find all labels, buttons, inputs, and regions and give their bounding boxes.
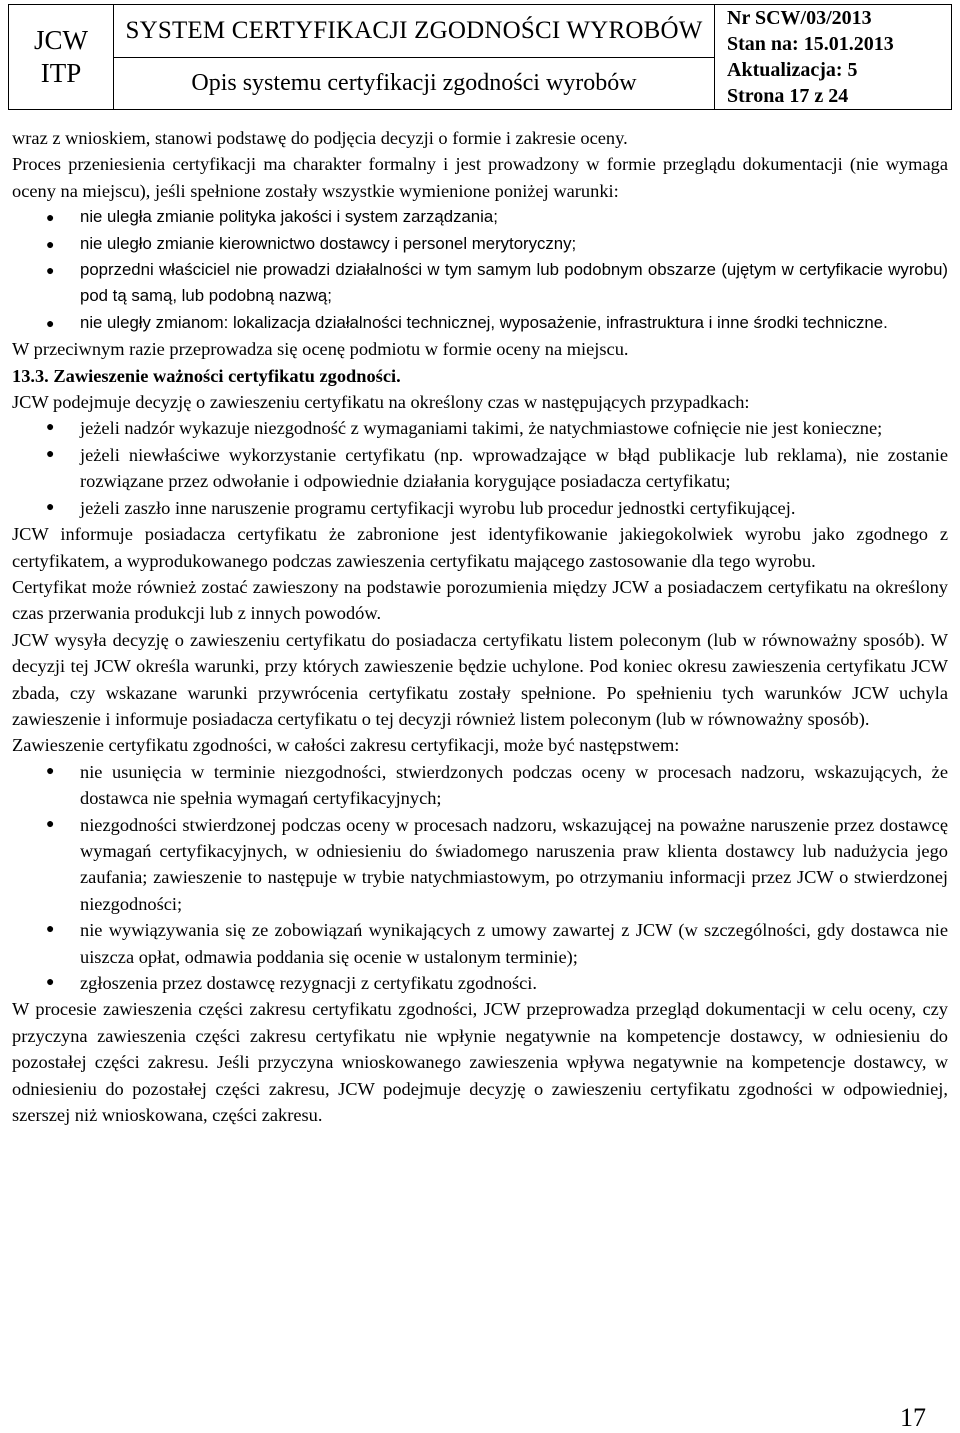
bullet-icon: ● xyxy=(46,499,55,515)
suspension-grounds-list xyxy=(12,759,948,997)
bullet-icon: ● xyxy=(46,209,55,226)
paragraph: W przeciwnym razie przeprowadza się ocenę podmiotu w formie oceny na miejscu. xyxy=(12,339,629,360)
revision: Aktualizacja: 5 xyxy=(727,59,858,81)
bullet-icon: ● xyxy=(46,922,55,938)
bullet-icon: ● xyxy=(46,314,55,331)
list-item: ● jeżeli nadzór wykazuje niezgodność z wymaganiami takimi, że natychmiastowe cofnięcie nie jest konieczne; xyxy=(12,415,948,441)
bullet-icon: ● xyxy=(46,763,55,779)
paragraph: Certyfikat może również zostać zawieszony na podstawie porozumienia między JCW a posiadaczem certyfikatu na określony czas przerwania produkcji lub z innych powodów. xyxy=(12,576,948,624)
document-subtitle: Opis systemu certyfikacji zgodności wyrobów xyxy=(114,58,715,110)
list-item: ● nie usunięcia w terminie niezgodności, stwierdzonych podczas oceny w procesach nadzoru, wskazujących, że dostawca nie spełnia wymagań certyfikacyjnych; xyxy=(12,759,948,812)
list-item: ● zgłoszenia przez dostawcę rezygnacji z certyfikatu zgodności. xyxy=(12,970,948,996)
bullet-icon: ● xyxy=(46,262,55,279)
page-number: 17 xyxy=(900,1403,926,1432)
paragraph: W procesie zawieszenia części zakresu certyfikatu zgodności, JCW przeprowadza przegląd dokumentacji w celu oceny, czy przyczyna zawieszenia części zakresu certyfikatu nie wpłynie negatywnie na kompetencje dostawcy, w odniesieniu do pozostałej części zakresu. Jeśli przyczyna wnioskowanego zawieszenia wpływa negatywnie na kompetencje dostawcy, w odniesieniu do pozostałej części zakresu, JCW podejmuje decyzję o zawieszeniu certyfikatu zgodności w odpowiedniej, szerszej niż wnioskowana, części zakresu. xyxy=(12,999,948,1126)
status-date: Stan na: 15.01.2013 xyxy=(727,33,894,55)
bullet-icon: ● xyxy=(46,235,55,252)
list-item: ● poprzedni właściciel nie prowadzi działalności w tym samym lub podobnym obszarze (ujętym w certyfikacie wyrobu) pod tą samą, lub podobną nazwą; xyxy=(12,257,948,310)
list-item: ● nie uległo zmianie kierownictwo dostawcy i personel merytoryczny; xyxy=(12,231,948,257)
list-item: ● nie wywiązywania się ze zobowiązań wynikających z umowy zawartej z JCW (w szczególności, gdy dostawca nie uiszcza opłat, odmawia poddania się ocenie w ustalonym terminie); xyxy=(12,917,948,970)
list-item: ● niezgodności stwierdzonej podczas oceny w procesach nadzoru, wskazującej na poważne naruszenie przez dostawcę wymagań certyfikacyjnych, w odniesieniu do świadomego naruszenia praw klienta dostawcy lub nadużycia jego zaufania; zawieszenie to następuje w trybie natychmiastowym, po otrzymaniu informacji przez JCW o stwierdzonej niezgodności; xyxy=(12,812,948,918)
page-of: Strona 17 z 24 xyxy=(727,85,849,107)
document-body xyxy=(12,125,948,1128)
paragraph: wraz z wnioskiem, stanowi podstawę do podjęcia decyzji o formie i zakresie oceny. xyxy=(12,128,628,148)
paragraph: Proces przeniesienia certyfikacji ma charakter formalny i jest prowadzony w formie przeglądu dokumentacji (nie wymaga oceny na miejscu), jeśli spełnione zostały wszystkie wymienione poniżej warunki: xyxy=(12,154,948,201)
bullet-icon: ● xyxy=(46,420,55,436)
system-title: SYSTEM CERTYFIKACJI ZGODNOŚCI WYROBÓW xyxy=(114,5,715,58)
list-item: ● nie uległa zmianie polityka jakości i system zarządzania; xyxy=(12,204,948,230)
doc-number: Nr SCW/03/2013 xyxy=(727,7,872,29)
paragraph: Zawieszenie certyfikatu zgodności, w całości zakresu certyfikacji, może być następstwem: xyxy=(12,735,680,756)
document-meta xyxy=(715,5,952,110)
paragraph: JCW podejmuje decyzję o zawieszeniu certyfikatu na określony czas w następujących przypadkach: xyxy=(12,392,750,413)
logo-line-2: ITP xyxy=(40,58,82,88)
transfer-conditions-list xyxy=(12,204,948,336)
paragraph: JCW informuje posiadacza certyfikatu że zabronione jest identyfikowanie jakiegokolwiek wyrobu jako zgodnego z certyfikatem, a wyprodukowanego podczas zawieszenia certyfikatu mającego zastosowanie dla tego wyrobu. xyxy=(12,524,948,571)
list-item: ● jeżeli zaszło inne naruszenie programu certyfikacji wyrobu lub procedur jednostki certyfikującej. xyxy=(12,495,948,521)
suspension-cases-list xyxy=(12,415,948,521)
organization-logo xyxy=(9,5,114,110)
paragraph: JCW wysyła decyzję o zawieszeniu certyfikatu do posiadacza certyfikatu listem poleconym (lub w równoważny sposób). W decyzji tej JCW określa warunki, przy których zawieszenie będzie uchylone. Pod koniec okresu zawieszenia certyfikatu JCW zbada, czy wskazane warunki przywrócenia certyfikatu zostały spełnione. Po spełnieniu tych warunków JCW uchyla zawieszenie i informuje posiadacza certyfikatu o tej decyzji również listem poleconym (lub w równoważny sposób). xyxy=(12,629,948,729)
section-heading: 13.3. Zawieszenie ważności certyfikatu zgodności. xyxy=(12,365,401,386)
bullet-icon: ● xyxy=(46,816,55,832)
logo-line-1: JCW xyxy=(34,25,88,55)
bullet-icon: ● xyxy=(46,446,55,462)
list-item: ● nie uległy zmianom: lokalizacja działalności technicznej, wyposażenie, infrastruktura i inne środki techniczne. xyxy=(12,310,948,336)
bullet-icon: ● xyxy=(46,975,55,990)
list-item: ● jeżeli niewłaściwe wykorzystanie certyfikatu (np. wprowadzające w błąd publikacje lub reklama), nie zostanie rozwiązane przez odwołanie i odpowiednie działania korygujące posiadacza certyfikatu; xyxy=(12,442,948,495)
document-header xyxy=(8,4,952,110)
